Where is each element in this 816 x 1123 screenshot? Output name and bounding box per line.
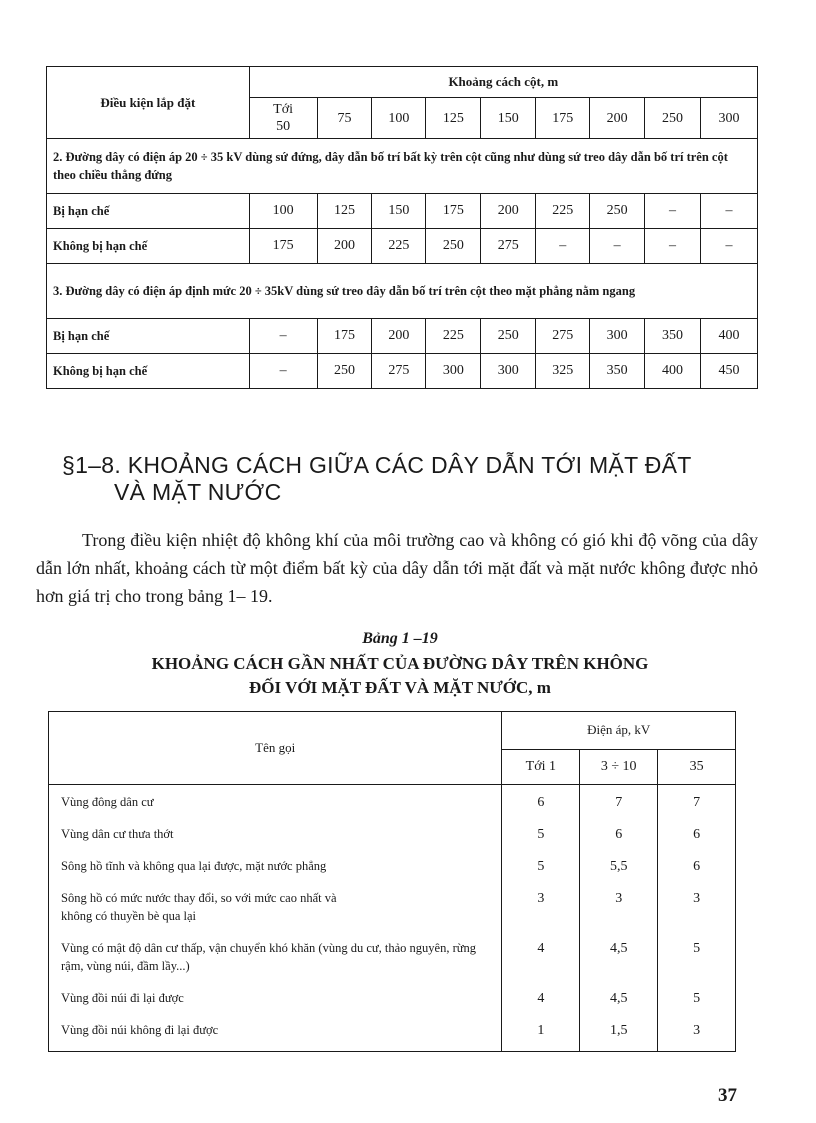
row-name: Vùng có mật độ dân cư thấp, vận chuyển khó khăn (vùng du cư, thảo nguyên, rừng rậm, vùng núi, đầm lầy...)	[49, 931, 502, 981]
table-cell: 3	[502, 881, 580, 931]
clearance-table	[48, 711, 736, 1052]
table-cell: 300	[481, 354, 536, 389]
table-cell: 400	[701, 319, 758, 354]
section-title: 3. Đường dây có điện áp định mức 20 ÷ 35kV dùng sứ treo dây dẫn bố trí trên cột theo mặt phẳng nằm ngang	[47, 264, 758, 319]
table-cell: 225	[536, 194, 590, 229]
table-cell: 7	[580, 785, 658, 818]
table-cell: –	[701, 194, 758, 229]
header-span-value: 125	[426, 98, 481, 139]
section-heading-line2: VÀ MẶT NƯỚC	[114, 479, 282, 505]
span-value-label: Tới 50	[273, 102, 294, 134]
header-span-value: 100	[372, 98, 426, 139]
table-title-line2: ĐỐI VỚI MẶT ĐẤT VÀ MẶT NƯỚC, m	[249, 678, 551, 697]
table-row	[47, 354, 758, 389]
table-cell: 225	[426, 319, 481, 354]
table-cell: –	[645, 194, 701, 229]
table-row	[49, 981, 736, 1013]
table-cell: 450	[701, 354, 758, 389]
header-voltage-value: 35	[658, 749, 736, 785]
table-row	[47, 229, 758, 264]
table-row	[49, 931, 736, 981]
table-row	[49, 1013, 736, 1052]
table-cell: 5,5	[580, 849, 658, 881]
table-cell: 175	[249, 229, 317, 264]
header-condition: Điều kiện lắp đặt	[47, 67, 250, 139]
table-cell: 400	[645, 354, 701, 389]
header-span-value: 175	[536, 98, 590, 139]
table-cell: 300	[590, 319, 645, 354]
table-cell: 6	[580, 817, 658, 849]
header-name: Tên gọi	[49, 712, 502, 785]
table-cell: –	[645, 229, 701, 264]
table-cell: 3	[658, 1013, 736, 1052]
table-cell: 275	[536, 319, 590, 354]
row-name: Vùng đông dân cư	[49, 785, 502, 818]
header-voltage: Điện áp, kV	[502, 712, 736, 750]
row-name: Vùng dân cư thưa thớt	[49, 817, 502, 849]
table-cell: 225	[372, 229, 426, 264]
table-row	[47, 319, 758, 354]
table-cell: 6	[658, 817, 736, 849]
section-heading-line1: §1–8. KHOẢNG CÁCH GIỮA CÁC DÂY DẪN TỚI MẶT ĐẤT	[62, 452, 692, 478]
table-cell: 250	[317, 354, 372, 389]
table-cell: 5	[658, 981, 736, 1013]
body-paragraph: Trong điều kiện nhiệt độ không khí của môi trường cao và không có gió khi độ võng của dây dẫn lớn nhất, khoảng cách từ một điểm bất kỳ của dây dẫn tới mặt đất và mặt nước không được nhỏ hơn giá trị cho trong bảng 1– 19.	[36, 530, 758, 606]
header-span-value: 300	[701, 98, 758, 139]
table-row	[49, 785, 736, 818]
table-cell: 250	[481, 319, 536, 354]
table-cell: 5	[502, 817, 580, 849]
table-row	[49, 817, 736, 849]
header-span-distance: Khoảng cách cột, m	[249, 67, 757, 98]
table-cell: –	[590, 229, 645, 264]
row-name: Sông hồ tĩnh và không qua lại được, mặt nước phẳng	[49, 849, 502, 881]
table-row	[49, 849, 736, 881]
table-cell: –	[249, 319, 317, 354]
row-label: Bị hạn chế	[47, 194, 250, 229]
table-cell: 4	[502, 931, 580, 981]
table-cell: 5	[658, 931, 736, 981]
table-cell: 350	[645, 319, 701, 354]
header-voltage-value: Tới 1	[502, 749, 580, 785]
table-cell: 4,5	[580, 931, 658, 981]
header-span-value: 250	[645, 98, 701, 139]
header-span-value: 150	[481, 98, 536, 139]
table-cell: 175	[426, 194, 481, 229]
table-label: Bảng 1 –19	[362, 630, 438, 647]
row-label: Bị hạn chế	[47, 319, 250, 354]
table-cell: 1,5	[580, 1013, 658, 1052]
table-cell: 275	[481, 229, 536, 264]
table-cell: 3	[580, 881, 658, 931]
table-cell: 275	[372, 354, 426, 389]
table-cell: 250	[426, 229, 481, 264]
table-cell: 300	[426, 354, 481, 389]
section-heading	[62, 452, 762, 506]
table-cell: 100	[249, 194, 317, 229]
table-cell: 6	[502, 785, 580, 818]
table-cell: 1	[502, 1013, 580, 1052]
section-title: 2. Đường dây có điện áp 20 ÷ 35 kV dùng sứ đứng, dây dẫn bố trí bất kỳ trên cột cũng như dùng sứ treo dây dẫn bố trí trên cột theo chiều thẳng đứng	[47, 139, 758, 194]
page-number: 37	[718, 1085, 737, 1106]
table-cell: 175	[317, 319, 372, 354]
row-name: Sông hồ có mức nước thay đổi, so với mức cao nhất và không có thuyền bè qua lại	[49, 881, 502, 931]
span-distance-table	[46, 66, 758, 389]
row-name: Vùng đồi núi không đi lại được	[49, 1013, 502, 1052]
table-cell: 325	[536, 354, 590, 389]
table-row	[47, 194, 758, 229]
row-label: Không bị hạn chế	[47, 354, 250, 389]
table-cell: 3	[658, 881, 736, 931]
table-title	[40, 652, 760, 700]
table-cell: –	[249, 354, 317, 389]
row-name: Vùng đồi núi đi lại được	[49, 981, 502, 1013]
table-cell: –	[701, 229, 758, 264]
table-title-line1: KHOẢNG CÁCH GẦN NHẤT CỦA ĐƯỜNG DÂY TRÊN KHÔNG	[151, 654, 649, 673]
table-cell: 125	[317, 194, 372, 229]
table-cell: 200	[481, 194, 536, 229]
table-cell: 7	[658, 785, 736, 818]
table-cell: –	[536, 229, 590, 264]
table-cell: 350	[590, 354, 645, 389]
header-span-value	[249, 98, 317, 139]
row-label: Không bị hạn chế	[47, 229, 250, 264]
header-span-value: 200	[590, 98, 645, 139]
table-cell: 6	[658, 849, 736, 881]
table-cell: 200	[372, 319, 426, 354]
table-cell: 4,5	[580, 981, 658, 1013]
table-row	[49, 881, 736, 931]
table-cell: 250	[590, 194, 645, 229]
table-cell: 4	[502, 981, 580, 1013]
table-cell: 150	[372, 194, 426, 229]
table-cell: 5	[502, 849, 580, 881]
header-voltage-value: 3 ÷ 10	[580, 749, 658, 785]
table-cell: 200	[317, 229, 372, 264]
header-span-value: 75	[317, 98, 372, 139]
